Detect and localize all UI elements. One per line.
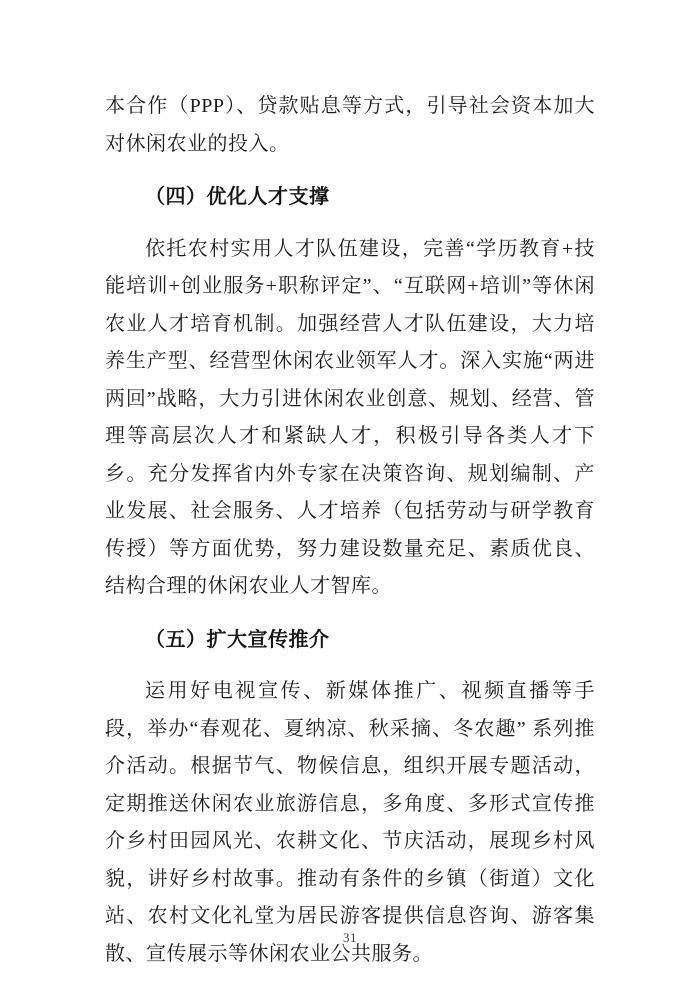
section-heading-4-talent-support: （四）优化人才支撑 (145, 186, 330, 208)
section-heading-5-publicity-promotion: （五）扩大宣传推介 (145, 628, 330, 651)
paragraph-talent-support: 依托农村实用人才队伍建设，完善“学历教育+技能培训+创业服务+职称评定”、“互联网+培训”等休闲农业人才培育机制。加强经营人才队伍建设，大力培养生产型、经营型休闲农业领军人才。深入实施“两进两回”战略，大力引进休闲农业创意、规划、经营、管理等高层次人才和紧缺人才，积极引导各类人才下乡。充分发挥省内外专家在决策咨询、规划编制、产业发展、社会服务、人才培养（包括劳动与研学教育传授）等方面优势，努力建设数量充足、素质优良、结构合理的休闲农业人才智库。 (105, 237, 595, 597)
document-body (105, 88, 595, 973)
paragraph-continuation-ppp-investment: 本合作（PPP）、贷款贴息等方式，引导社会资本加大对休闲农业的投入。 (105, 95, 595, 155)
page-number: 31 (343, 930, 357, 945)
paragraph-publicity-promotion: 运用好电视宣传、新媒体推广、视频直播等手段，举办“春观花、夏纳凉、秋采摘、冬农趣” 系列推介活动。根据节气、物候信息，组织开展专题活动，定期推送休闲农业旅游信息，多角度、多形式宣传推介乡村田园风光、农耕文化、节庆活动，展现乡村风貌，讲好乡村故事。推动有条件的乡镇（街道）文化站、农村文化礼堂为居民游客提供信息咨询、游客集散、宣传展示等休闲农业公共服务。 (105, 680, 595, 965)
